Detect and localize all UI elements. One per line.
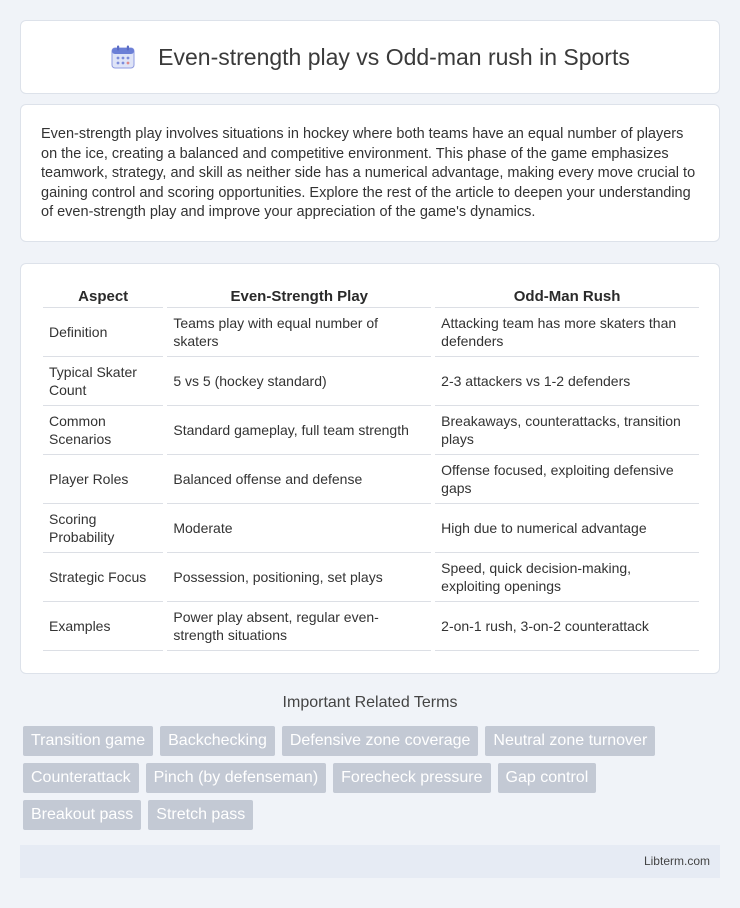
cell-odd-man: 2-on-1 rush, 3-on-2 counterattack: [435, 602, 699, 651]
header-even-strength: Even-Strength Play: [167, 280, 431, 308]
table-row: [43, 308, 699, 357]
calendar-icon: [110, 44, 136, 70]
cell-even-strength: Balanced offense and defense: [167, 455, 431, 504]
table-row: [43, 455, 699, 504]
related-term-tag[interactable]: Forecheck pressure: [333, 763, 490, 793]
cell-even-strength: Possession, positioning, set plays: [167, 553, 431, 602]
related-term-tag[interactable]: Stretch pass: [148, 800, 253, 830]
cell-even-strength: Teams play with equal number of skaters: [167, 308, 431, 357]
comparison-table-card: [20, 263, 720, 674]
related-term-tag[interactable]: Neutral zone turnover: [485, 726, 655, 756]
footer: [20, 845, 720, 878]
related-term-tag[interactable]: Pinch (by defenseman): [146, 763, 327, 793]
table-row: [43, 553, 699, 602]
cell-aspect: Strategic Focus: [43, 553, 163, 602]
header-odd-man: Odd-Man Rush: [435, 280, 699, 308]
table-row: [43, 504, 699, 553]
cell-aspect: Examples: [43, 602, 163, 651]
table-header-row: [43, 280, 699, 308]
related-term-tag[interactable]: Defensive zone coverage: [282, 726, 479, 756]
related-term-tag[interactable]: Transition game: [23, 726, 153, 756]
related-term-tag[interactable]: Counterattack: [23, 763, 139, 793]
cell-odd-man: Speed, quick decision-making, exploiting openings: [435, 553, 699, 602]
page-title: Even-strength play vs Odd-man rush in Sports: [158, 43, 630, 70]
cell-even-strength: Moderate: [167, 504, 431, 553]
comparison-table: [43, 280, 699, 651]
cell-aspect: Common Scenarios: [43, 406, 163, 455]
cell-odd-man: High due to numerical advantage: [435, 504, 699, 553]
footer-site-link[interactable]: Libterm.com: [643, 854, 710, 868]
table-row: [43, 602, 699, 651]
related-terms-list: [23, 726, 723, 837]
cell-odd-man: Offense focused, exploiting defensive gaps: [435, 455, 699, 504]
cell-aspect: Typical Skater Count: [43, 357, 163, 406]
related-term-tag[interactable]: Backchecking: [160, 726, 275, 756]
header-card: [20, 20, 720, 94]
cell-even-strength: Standard gameplay, full team strength: [167, 406, 431, 455]
cell-odd-man: Attacking team has more skaters than defenders: [435, 308, 699, 357]
table-row: [43, 406, 699, 455]
intro-paragraph: Even-strength play involves situations in hockey where both teams have an equal number of players on the ice, creating a balanced and competitive environment. This phase of the game emphasizes teamwork, strategy, and skill as neither side has a numerical advantage, making every move crucial to gaining control and scoring opportunities. Explore the rest of the article to deepen your understanding of even-strength play and improve your appreciation of the game's dynamics.: [41, 126, 696, 220]
cell-odd-man: 2-3 attackers vs 1-2 defenders: [435, 357, 699, 406]
cell-odd-man: Breakaways, counterattacks, transition plays: [435, 406, 699, 455]
cell-aspect: Scoring Probability: [43, 504, 163, 553]
related-term-tag[interactable]: Gap control: [498, 763, 597, 793]
header-aspect: Aspect: [43, 280, 163, 308]
related-term-tag[interactable]: Breakout pass: [23, 800, 141, 830]
cell-aspect: Definition: [43, 308, 163, 357]
intro-card: [20, 104, 720, 242]
table-row: [43, 357, 699, 406]
related-terms-title: Important Related Terms: [282, 694, 458, 711]
cell-aspect: Player Roles: [43, 455, 163, 504]
cell-even-strength: Power play absent, regular even-strength situations: [167, 602, 431, 651]
cell-even-strength: 5 vs 5 (hockey standard): [167, 357, 431, 406]
